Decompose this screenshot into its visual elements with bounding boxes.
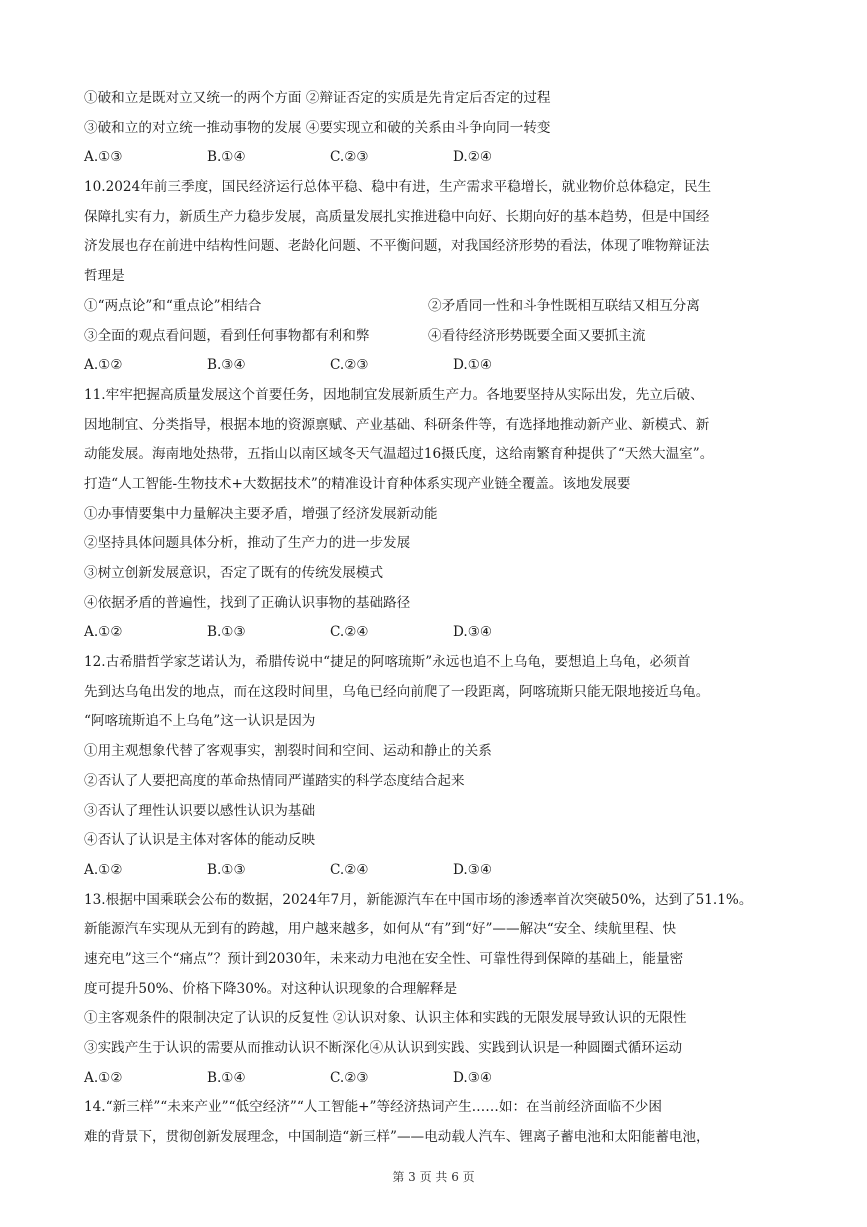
- question-text: 动能发展。海南地处热带，五指山以南区域冬天气温超过16摄氏度，这给南繁育种提供了“天然大温室”。: [84, 446, 714, 463]
- question-text: 打造“人工智能-生物技术+大数据技术”的精准设计育种体系实现产业链全覆盖。该地发展要: [84, 475, 631, 492]
- option-c: C.②③: [330, 149, 369, 166]
- option-d: D.③④: [453, 624, 493, 641]
- question-text: 新能源汽车实现从无到有的跨越，用户越来越多，如何从“有”到“好”——解决“安全、续航里程、快: [84, 921, 677, 938]
- option-a: A.①②: [84, 624, 123, 641]
- question-text: 因地制宜、分类指导，根据本地的资源禀赋、产业基础、科研条件等，有选择地推动新产业、新模式、新: [84, 416, 710, 433]
- question-10: [84, 173, 796, 381]
- option-b: B.③④: [207, 357, 246, 374]
- question-text: “阿喀琉斯追不上乌龟”这一认识是因为: [84, 713, 316, 730]
- option-c: C.②③: [330, 357, 369, 374]
- choice-3: ③全面的观点看问题，看到任何事物都有利和弊: [84, 327, 370, 344]
- option-d: D.③④: [453, 861, 493, 878]
- option-d: D.①④: [453, 357, 493, 374]
- choice-1: ①“两点论”和“重点论”相结合: [84, 297, 262, 314]
- question-14: [84, 1093, 796, 1152]
- choice-line: ②坚持具体问题具体分析，推动了生产力的进一步发展: [84, 535, 411, 552]
- option-b: B.①④: [207, 1069, 246, 1086]
- question-text: 速充电”这三个“痛点”？预计到2030年，未来动力电池在安全性、可靠性得到保障的基础上，能量密: [84, 950, 684, 967]
- option-d: D.②④: [453, 149, 493, 166]
- option-a: A.①③: [84, 149, 123, 166]
- option-d: D.③④: [453, 1069, 493, 1086]
- choice-4: ④看待经济形势既要全面又要抓主流: [428, 327, 646, 344]
- choice-line: ④依据矛盾的普遍性，找到了正确认识事物的基础路径: [84, 594, 411, 611]
- option-b: B.①③: [207, 624, 246, 641]
- question-11: [84, 381, 796, 648]
- choice-line: ③树立创新发展意识，否定了既有的传统发展模式: [84, 565, 384, 581]
- choice-line: ①办事情要集中力量解决主要矛盾，增强了经济发展新动能: [84, 505, 438, 522]
- question-text: 11.牢牢把握高质量发展这个首要任务，因地制宜发展新质生产力。各地要坚持从实际出发，先立后破、: [84, 386, 704, 403]
- question-text: 10.2024年前三季度，国民经济运行总体平稳、稳中有进，生产需求平稳增长，就业物价总体稳定，民生: [84, 179, 712, 196]
- choice-line: ①主客观条件的限制决定了认识的反复性 ②认识对象、认识主体和实践的无限发展导致认识的无限性: [84, 1010, 687, 1027]
- answer-options: [84, 1064, 796, 1094]
- choice-line: ③实践产生于认识的需要从而推动认识不断深化④从认识到实践、实践到认识是一种圆圈式循环运动: [84, 1040, 683, 1056]
- question-text: 度可提升50%、价格下降30%。对这种认识现象的合理解释是: [84, 980, 458, 997]
- choice-2: ②矛盾同一性和斗争性既相互联结又相互分离: [428, 297, 700, 314]
- question-text: 济发展也存在前进中结构性问题、老龄化问题、不平衡问题，对我国经济形势的看法，体现了唯物辩证法: [84, 238, 710, 255]
- choice-line: ④否认了认识是主体对客体的能动反映: [84, 832, 316, 849]
- question-9-continuation: [84, 84, 796, 173]
- choice-line: ③否认了理性认识要以感性认识为基础: [84, 802, 316, 819]
- question-text: 哲理是: [84, 268, 125, 285]
- choice-row: [84, 292, 796, 322]
- page-footer: 第 3 页 共 6 页: [392, 1170, 475, 1184]
- statement-line: ①破和立是既对立又统一的两个方面 ②辩证否定的实质是先肯定后否定的过程: [84, 90, 551, 106]
- option-c: C.②④: [330, 861, 369, 878]
- question-text: 12.古希腊哲学家芝诺认为，希腊传说中“捷足的阿喀琉斯”永远也追不上乌龟，要想追上乌龟，必须首: [84, 654, 691, 671]
- question-text: 难的背景下，贯彻创新发展理念，中国制造“新三样”——电动载人汽车、锂离子蓄电池和太阳能蓄电池，: [84, 1129, 710, 1146]
- question-13: [84, 886, 796, 1094]
- answer-options: [84, 618, 796, 648]
- option-b: B.①④: [207, 149, 246, 166]
- answer-options: [84, 856, 796, 886]
- statement-line: ③破和立的对立统一推动事物的发展 ④要实现立和破的关系由斗争向同一转变: [84, 119, 551, 136]
- question-text: 14.“新三样”“未来产业”“低空经济”“人工智能+”等经济热词产生……如：在当前经济面临不少困: [84, 1099, 662, 1116]
- option-a: A.①②: [84, 861, 123, 878]
- page-content: [84, 84, 796, 1153]
- option-b: B.①③: [207, 861, 246, 878]
- option-c: C.②③: [330, 1069, 369, 1086]
- choice-line: ②否认了人要把高度的革命热情同严谨踏实的科学态度结合起来: [84, 772, 465, 789]
- answer-options: [84, 143, 796, 173]
- question-12: [84, 648, 796, 886]
- question-text: 13.根据中国乘联会公布的数据，2024年7月，新能源汽车在中国市场的渗透率首次突破50%，达到了51.1%。: [84, 891, 753, 908]
- option-a: A.①②: [84, 357, 123, 374]
- answer-options: [84, 351, 796, 381]
- choice-line: ①用主观想象代替了客观事实，割裂时间和空间、运动和静止的关系: [84, 743, 492, 760]
- question-text: 先到达乌龟出发的地点，而在这段时间里，乌龟已经向前爬了一段距离，阿喀琉斯只能无限地接近乌龟。: [84, 683, 710, 700]
- option-c: C.②④: [330, 624, 369, 641]
- question-text: 保障扎实有力，新质生产力稳步发展，高质量发展扎实推进稳中向好、长期向好的基本趋势，但是中国经: [84, 208, 710, 225]
- choice-row: [84, 322, 796, 352]
- option-a: A.①②: [84, 1069, 123, 1086]
